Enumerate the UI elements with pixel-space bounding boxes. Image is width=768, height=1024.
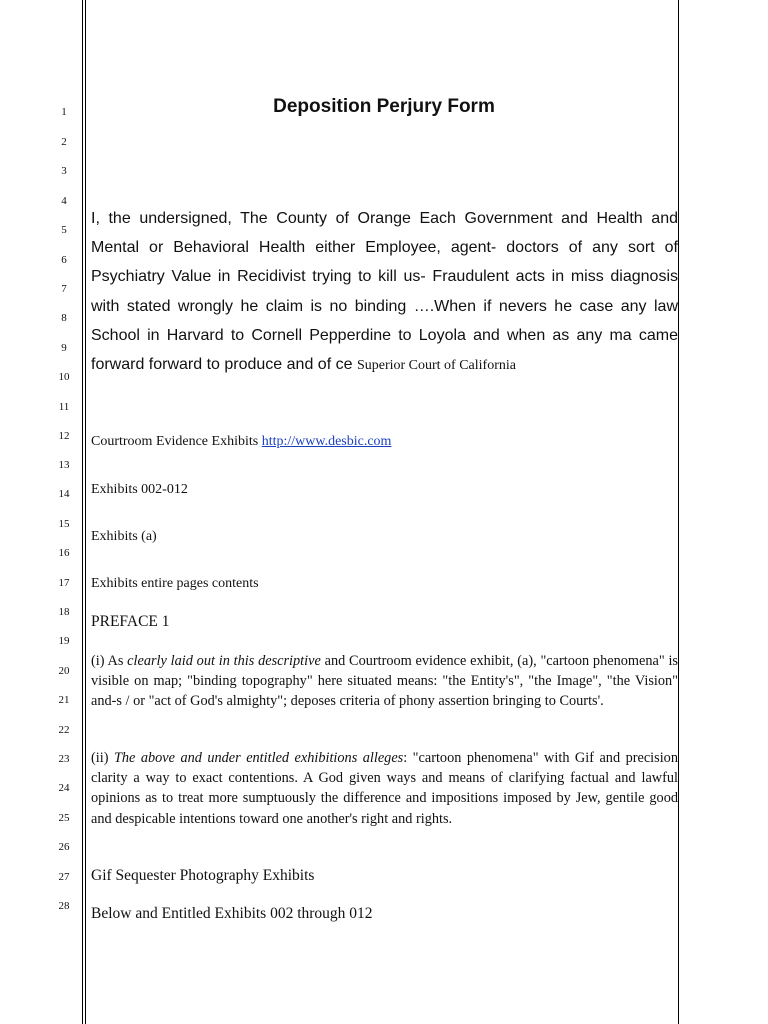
line-number: 7 bbox=[61, 283, 67, 295]
page-title: Deposition Perjury Form bbox=[273, 96, 495, 117]
line-number: 10 bbox=[58, 371, 70, 383]
para2-italic: The above and under entitled exhibitions alleges bbox=[113, 750, 404, 766]
exhibits-range: Exhibits 002-012 bbox=[91, 482, 188, 497]
exhibits-pages: Exhibits entire pages contents bbox=[91, 576, 259, 591]
line-number: 20 bbox=[58, 665, 70, 677]
line-number: 11 bbox=[58, 401, 70, 413]
para1-prefix: (i) As bbox=[91, 653, 128, 669]
statement-text: I, the undersigned, The County of Orange Each Government and Health and Mental or Behavioral Health either Employee, agent- doctors of any sort of Psychiatry Value in Recidivist trying to kill us- Fraudulent acts in miss diagnosis with stated wrongly he claim is no binding ….When if nevers he case any law School in Harvard to Cornell Pepperdine to Loyola and when as any ma came forward forward to produce and of ce bbox=[91, 210, 678, 374]
line-number: 2 bbox=[61, 136, 67, 148]
exhibits-a: Exhibits (a) bbox=[91, 529, 157, 544]
line-number: 25 bbox=[58, 812, 70, 824]
para2-text: : "cartoon phenomena" with Gif and precision clarity a way to exact contentions. A God given ways and means of clarifying factual and lawful opinions as to treat more sumptuously the difference and impositions imposed by Jew, gentile good and despicable intentions toward one another's right and rights. bbox=[91, 750, 678, 827]
line-number: 13 bbox=[58, 459, 70, 471]
line-number: 19 bbox=[58, 635, 70, 647]
line-number: 27 bbox=[58, 871, 70, 883]
gif-exhibits-line: Gif Sequester Photography Exhibits bbox=[91, 867, 315, 884]
statement-paragraph bbox=[91, 204, 678, 380]
line-number: 5 bbox=[61, 224, 67, 236]
line-number: 8 bbox=[61, 312, 67, 324]
line-number: 4 bbox=[61, 195, 67, 207]
line-number: 3 bbox=[61, 165, 67, 177]
para2-prefix: (ii) bbox=[91, 750, 114, 766]
para1-text: and Courtroom evidence exhibit, (a), "cartoon phenomena" is visible on map; "binding topography" here situated means: "the Entity's", "the Image", "the Vision" and-s / or "act of God's almighty"; deposes criteria of phony assertion bringing to Courts'. bbox=[91, 653, 678, 710]
line-number: 28 bbox=[58, 900, 70, 912]
para1-italic: clearly laid out in this descriptive bbox=[127, 653, 321, 669]
below-exhibits-line: Below and Entitled Exhibits 002 through 012 bbox=[91, 905, 373, 922]
line-number: 15 bbox=[58, 518, 70, 530]
line-number: 12 bbox=[58, 430, 70, 442]
line-number: 24 bbox=[58, 782, 70, 794]
line-number: 21 bbox=[58, 694, 70, 706]
line-number: 22 bbox=[58, 724, 70, 736]
left-margin-rule bbox=[82, 0, 83, 1024]
left-margin-rule-inner bbox=[85, 0, 86, 1024]
courtroom-exhibits-line bbox=[91, 434, 678, 450]
preface-heading: PREFACE 1 bbox=[91, 613, 170, 630]
line-number: 18 bbox=[58, 606, 70, 618]
line-number: 14 bbox=[58, 488, 70, 500]
paragraph-ii bbox=[91, 748, 678, 829]
line-number: 6 bbox=[61, 254, 67, 266]
line-number: 16 bbox=[58, 547, 70, 559]
line-number: 9 bbox=[61, 342, 67, 354]
desbic-link[interactable]: http://www.desbic.com bbox=[261, 434, 392, 449]
right-margin-rule bbox=[678, 0, 679, 1024]
line-number: 23 bbox=[58, 753, 70, 765]
line-number: 1 bbox=[61, 106, 67, 118]
statement-court: Superior Court of California bbox=[356, 358, 516, 374]
courtroom-exhibits-label: Courtroom Evidence Exhibits bbox=[91, 434, 262, 449]
line-number: 17 bbox=[58, 577, 70, 589]
paragraph-i bbox=[91, 651, 678, 712]
line-number: 26 bbox=[58, 841, 70, 853]
